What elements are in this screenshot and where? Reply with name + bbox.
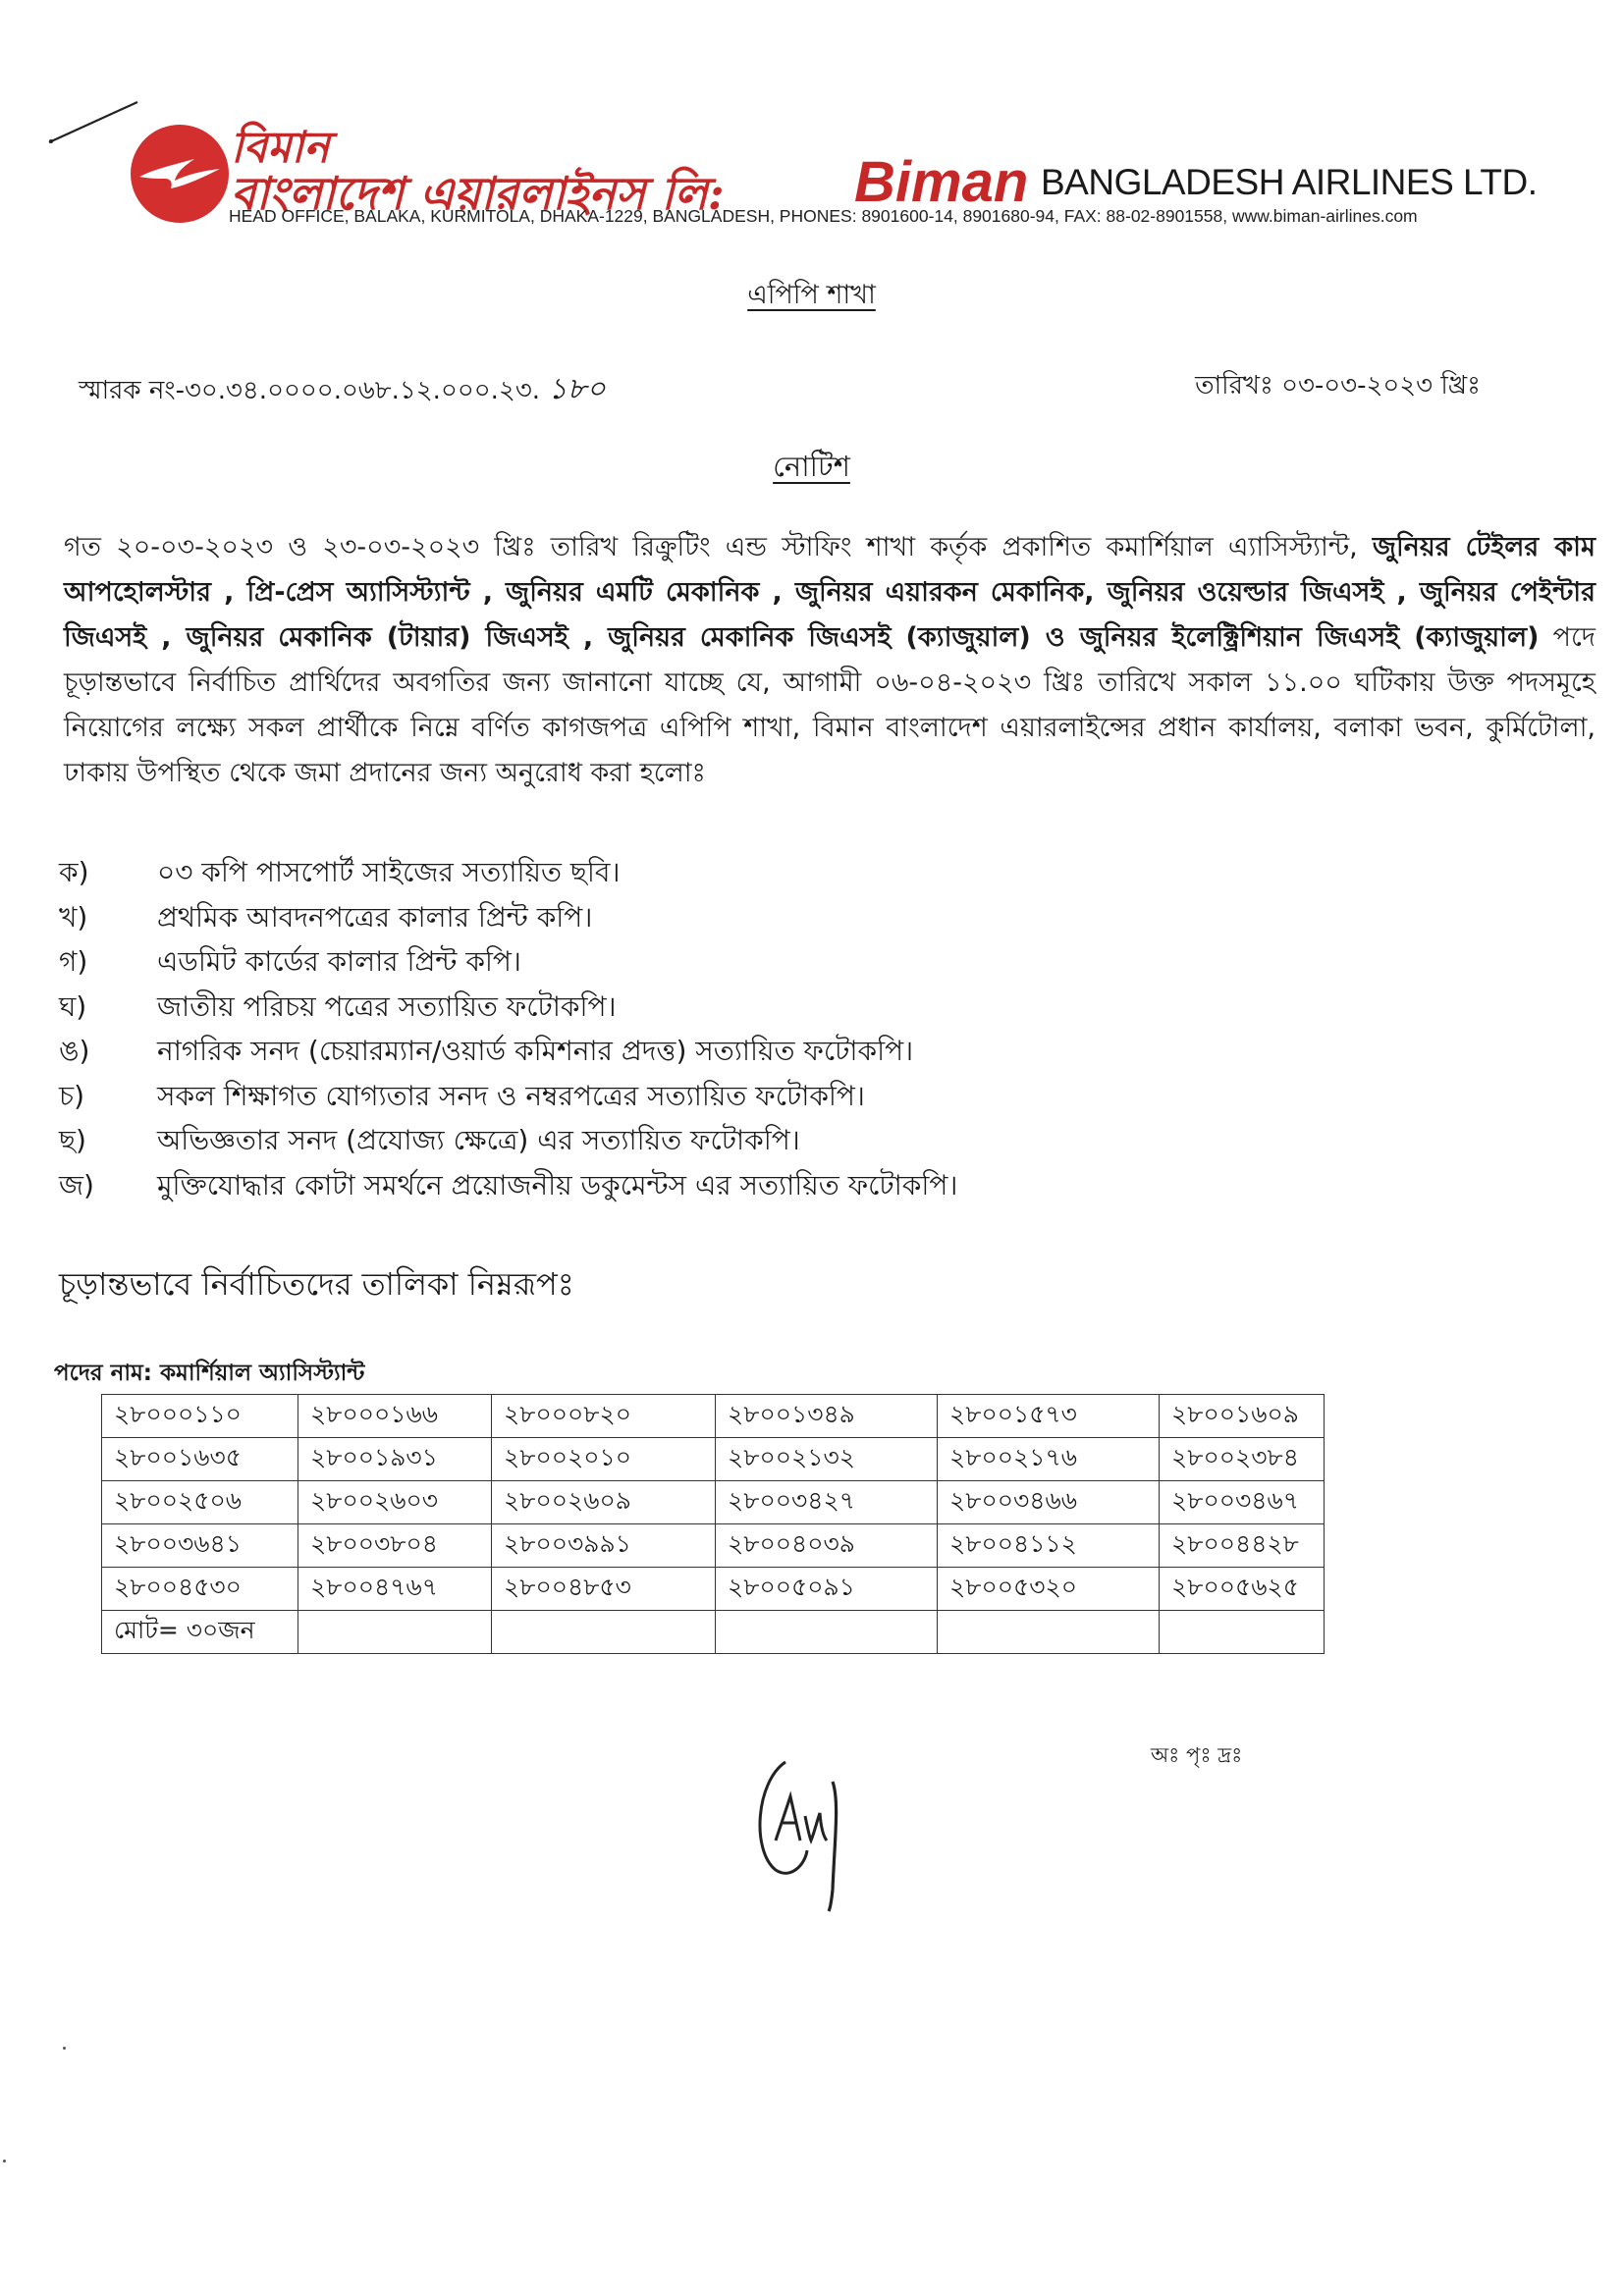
table-cell bbox=[298, 1611, 492, 1654]
table-cell bbox=[716, 1611, 938, 1654]
table-cell: ২৮০০৪৭৬৭ bbox=[298, 1568, 492, 1611]
table-cell bbox=[938, 1611, 1160, 1654]
table-cell: ২৮০০১৯৩১ bbox=[298, 1438, 492, 1481]
notice-title bbox=[0, 445, 1623, 493]
scan-speck bbox=[63, 2047, 66, 2050]
table-cell bbox=[492, 1611, 716, 1654]
roll-number-table bbox=[101, 1394, 1325, 1654]
list-item-text: অভিজ্ঞতার সনদ (প্রযোজ্য ক্ষেত্রে) এর সত্যায়িত ফটোকপি। bbox=[157, 1124, 800, 1157]
table-cell: ২৮০০০৮২০ bbox=[492, 1395, 716, 1438]
list-item-key: ছ) bbox=[59, 1124, 86, 1157]
list-item-key: খ) bbox=[59, 900, 88, 934]
notice-body-part2: পদে চূড়ান্তভাবে নির্বাচিত প্রার্থিদের অবগতির জন্য জানানো যাচ্ছে যে, আগামী ০৬-০৪-২০২৩ খ্রিঃ তারিখে সকাল ১১.০০ ঘটিকায় উক্ত পদসমূহে নিয়োগের লক্ষ্যে সকল প্রার্থীকে নিম্নে বর্ণিত কাগজপত্র এপিপি শাখা, বিমান বাংলাদেশ এয়ারলাইন্সের প্রধান কার্যালয়, বলাকা ভবন, কুর্মিটোলা, ঢাকায় উপস্থিত থেকে জমা প্রদানের জন্য অনুরোধ করা হলোঃ bbox=[64, 622, 1596, 788]
memo-number bbox=[79, 365, 606, 415]
list-item bbox=[59, 1165, 1532, 1210]
list-item-key: চ) bbox=[59, 1079, 85, 1112]
brand-name-bengali bbox=[231, 123, 725, 220]
list-item-text: নাগরিক সনদ (চেয়ারম্যান/ওয়ার্ড কমিশনার প্রদত্ত) সত্যায়িত ফটোকপি। bbox=[157, 1035, 914, 1068]
table-cell: ২৮০০৩৪২৭ bbox=[716, 1481, 938, 1524]
table-cell: ২৮০০৪৫৩০ bbox=[102, 1568, 298, 1611]
required-documents-list bbox=[59, 852, 1532, 1209]
roll-table-body bbox=[102, 1395, 1325, 1654]
table-cell: ২৮০০১৬৩৫ bbox=[102, 1438, 298, 1481]
table-cell: ২৮০০৪৪২৮ bbox=[1160, 1524, 1325, 1568]
list-item bbox=[59, 1031, 1532, 1076]
table-cell: ২৮০০১৫৭৩ bbox=[938, 1395, 1160, 1438]
table-cell: ২৮০০৩৯৯১ bbox=[492, 1524, 716, 1568]
signature bbox=[746, 1742, 864, 1914]
biman-logo-icon bbox=[126, 120, 234, 228]
notice-body-posts: জুনিয়র টেইলর কাম আপহোলস্টার , প্রি-প্রেস অ্যাসিস্ট্যান্ট , জুনিয়র এমটি মেকানিক , জুনিয়র এয়ারকন মেকানিক, জুনিয়র ওয়েল্ডার জিএসই , জুনিয়র পেইন্টার জিএসই , জুনিয়র মেকানিক (টায়ার) জিএসই , জুনিয়র মেকানিক জিএসই (ক্যাজুয়াল) ও জুনিয়র ইলেক্ট্রিশিয়ান জিএসই (ক্যাজুয়াল) bbox=[64, 532, 1596, 653]
list-item-key: ঙ) bbox=[59, 1035, 90, 1068]
list-item bbox=[59, 852, 1532, 897]
list-item bbox=[59, 897, 1532, 942]
notice-body bbox=[64, 525, 1596, 796]
list-item-key: জ) bbox=[59, 1168, 94, 1201]
brand-name-english-rest: BANGLADESH AIRLINES LTD. bbox=[1041, 162, 1538, 202]
list-item-text: প্রথমিক আবদনপত্রের কালার প্রিন্ট কপি। bbox=[157, 900, 593, 934]
table-cell: ২৮০০২৬০৩ bbox=[298, 1481, 492, 1524]
table-cell bbox=[1160, 1611, 1325, 1654]
list-item-text: এডমিট কার্ডের কালার প্রিন্ট কপি। bbox=[157, 945, 521, 979]
table-cell: ২৮০০২৩৮৪ bbox=[1160, 1438, 1325, 1481]
table-row bbox=[102, 1611, 1325, 1654]
list-item-text: ০৩ কপি পাসপোর্ট সাইজের সত্যায়িত ছবি। bbox=[157, 856, 621, 889]
table-row bbox=[102, 1481, 1325, 1524]
table-cell: ২৮০০৪১১২ bbox=[938, 1524, 1160, 1568]
notice-date: তারিখঃ ০৩-০৩-২০২৩ খ্রিঃ bbox=[1195, 371, 1481, 400]
table-cell: ২৮০০০১৬৬ bbox=[298, 1395, 492, 1438]
table-cell: ২৮০০২০১০ bbox=[492, 1438, 716, 1481]
list-item bbox=[59, 941, 1532, 987]
table-cell: ২৮০০২৫০৬ bbox=[102, 1481, 298, 1524]
memo-number-handwritten: ১৮০ bbox=[548, 372, 606, 406]
table-cell: ২৮০০৫০৯১ bbox=[716, 1568, 938, 1611]
memo-number-text: স্মারক নং-৩০.৩৪.০০০০.০৬৮.১২.০০০.২৩. bbox=[79, 376, 540, 405]
table-cell: ২৮০০২৬০৯ bbox=[492, 1481, 716, 1524]
table-cell: ২৮০০১৩৪৯ bbox=[716, 1395, 938, 1438]
list-item bbox=[59, 987, 1532, 1032]
table-cell: ২৮০০৪৮৫৩ bbox=[492, 1568, 716, 1611]
list-item-key: ক) bbox=[59, 856, 89, 889]
table-cell: ২৮০০৩৪৬৭ bbox=[1160, 1481, 1325, 1524]
list-item bbox=[59, 1120, 1532, 1165]
table-cell: ২৮০০১৬০৯ bbox=[1160, 1395, 1325, 1438]
table-cell: ২৮০০৩৮০৪ bbox=[298, 1524, 492, 1568]
table-cell: ২৮০০৩৬৪১ bbox=[102, 1524, 298, 1568]
list-item bbox=[59, 1076, 1532, 1121]
table-cell: ২৮০০২১৭৬ bbox=[938, 1438, 1160, 1481]
selected-list-heading: চূড়ান্তভাবে নির্বাচিতদের তালিকা নিম্নরূপঃ bbox=[59, 1265, 574, 1303]
table-row bbox=[102, 1568, 1325, 1611]
table-row bbox=[102, 1395, 1325, 1438]
section-title bbox=[0, 275, 1623, 319]
list-item-text: জাতীয় পরিচয় পত্রের সত্যায়িত ফটোকপি। bbox=[157, 989, 617, 1023]
list-item-key: ঘ) bbox=[59, 989, 87, 1023]
head-office-address: HEAD OFFICE, BALAKA, KURMITOLA, DHAKA-1229, BANGLADESH, PHONES: 8901600-14, 8901680-94, FAX: 88-02-8901558, www.biman-airlines.com bbox=[229, 206, 1418, 226]
table-cell: ২৮০০০১১০ bbox=[102, 1395, 298, 1438]
section-title-text: এপিপি শাখা bbox=[747, 280, 876, 310]
list-item-key: গ) bbox=[59, 945, 88, 979]
table-row bbox=[102, 1438, 1325, 1481]
table-cell: ২৮০০২১৩২ bbox=[716, 1438, 938, 1481]
list-item-text: সকল শিক্ষাগত যোগ্যতার সনদ ও নম্বরপত্রের সত্যায়িত ফটোকপি। bbox=[157, 1079, 865, 1112]
post-name: পদের নাম: কমার্শিয়াল অ্যাসিস্ট্যান্ট bbox=[54, 1361, 365, 1386]
notice-body-part1: গত ২০-০৩-২০২৩ ও ২৩-০৩-২০২৩ খ্রিঃ তারিখ রিক্রুটিং এন্ড স্টাফিং শাখা কর্তৃক প্রকাশিত কমার্শিয়াল এ্যাসিস্ট্যান্ট, bbox=[64, 532, 1373, 562]
table-cell: মোট= ৩০জন bbox=[102, 1611, 298, 1654]
scan-speck bbox=[3, 2160, 6, 2163]
continued-overleaf: অঃ পৃঃ দ্রঃ bbox=[1151, 1743, 1243, 1767]
brand-bn-line2: বাংলাদেশ এয়ারলাইনস লি: bbox=[231, 167, 725, 220]
brand-bn-line1: বিমান bbox=[231, 123, 330, 173]
table-cell: ২৮০০৪০৩৯ bbox=[716, 1524, 938, 1568]
table-row bbox=[102, 1524, 1325, 1568]
table-cell: ২৮০০৫৩২০ bbox=[938, 1568, 1160, 1611]
brand-name-english: Biman bbox=[854, 150, 1029, 214]
list-item-text: মুক্তিযোদ্ধার কোটা সমর্থনে প্রয়োজনীয় ডকুমেন্টস এর সত্যায়িত ফটোকপি। bbox=[157, 1168, 958, 1201]
table-cell: ২৮০০৫৬২৫ bbox=[1160, 1568, 1325, 1611]
table-cell: ২৮০০৩৪৬৬ bbox=[938, 1481, 1160, 1524]
notice-title-text: নোটিশ bbox=[773, 450, 850, 483]
